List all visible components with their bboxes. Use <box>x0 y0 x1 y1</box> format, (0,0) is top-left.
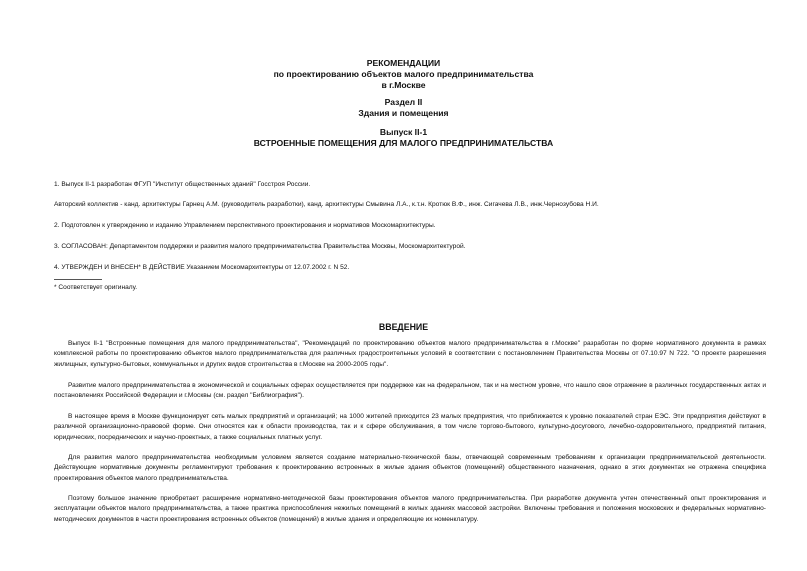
section-title-block <box>0 97 807 119</box>
section-label: Раздел II <box>384 97 423 107</box>
footnote-divider <box>54 279 102 280</box>
introduction-paragraph: Поэтому большое значение приобретает расширение нормативно-методической базы проектирования объектов малого предпринимательства. При разработке документа учтен отечественный опыт проектирования и эксплуатации объектов малого предпринимательства, а также практика приспособления нежилых помещений в жилых зданиях массовой застройки. Включены требования и положения московских и федеральных нормативно-методических документов в части проектирования встроенных объектов (помещений) в жилые здания и определяющие их номенклатуру. <box>54 495 766 523</box>
introduction-paragraph: Развитие малого предпринимательства в экономической и социальных сферах осуществляется при поддержке как на федеральном, так и на местном уровне, что нашло свое отражение в различных государственных актах и постановлениях Российской Федерации и г.Москвы (см. раздел "Библиография"). <box>54 382 766 400</box>
note-agreed: 3. СОГЛАСОВАН: Департаментом поддержки и развития малого предпринимательства Правительства Москвы, Москомархитектурой. <box>54 243 466 250</box>
note-prepared: 2. Подготовлен к утверждению и изданию Управлением перспективного проектирования и нормативов Москомархитектуры. <box>54 222 436 229</box>
document-title: РЕКОМЕНДАЦИИ <box>366 58 441 68</box>
note-approved: 4. УТВЕРЖДЕН И ВНЕСЕН* В ДЕЙСТВИЕ Указанием Москомархитектуры от 12.07.2002 г. N 52. <box>54 264 350 271</box>
introduction-heading: ВВЕДЕНИЕ <box>378 322 429 332</box>
document-subtitle-city: в г.Москве <box>381 80 426 90</box>
issue-title-block <box>0 127 807 149</box>
section-name: Здания и помещения <box>358 108 449 118</box>
document-subtitle: по проектированию объектов малого предпринимательства <box>273 69 534 79</box>
issue-label: Выпуск II-1 <box>379 127 428 137</box>
footnote: * Соответствует оригиналу. <box>54 284 138 291</box>
introduction-paragraph: Выпуск II-1 "Встроенные помещения для малого предпринимательства", "Рекомендаций по проектированию объектов малого предпринимательства в г.Москве" разработан по форме нормативного документа в рамках комплексной работы по проектированию объектов малого предпринимательства для различных градостроительных условий в соответствии с постановлением Правительства Москвы от 07.10.97 N 722. "О проекте разрешения жилищных, культурно-бытовых, коммунальных и других видов строительства в г.Москве на 2000-2005 годы". <box>54 340 766 368</box>
issue-name: ВСТРОЕННЫЕ ПОМЕЩЕНИЯ ДЛЯ МАЛОГО ПРЕДПРИНИМАТЕЛЬСТВА <box>253 138 554 148</box>
introduction-paragraph: В настоящее время в Москве функционирует сеть малых предприятий и организаций; на 1000 жителей приходится 23 малых предприятия, что приближается к уровню показателей стран ЕЭС. Эти предприятия действуют в различной организационно-правовой форме. Они относятся как к области производства, так и к сфере обслуживания, в том числе торгово-бытового, культурно-досугового, лечебно-оздоровительного, предприятий питания, юридических, посреднических и научно-проектных, а также социальных платных услуг. <box>54 413 766 441</box>
introduction-paragraph: Для развития малого предпринимательства необходимым условием является создание материально-технической базы, отвечающей современным требованиям к организации предпринимательской деятельности. Действующие нормативные документы регламентируют требования к проектированию встроенных в жилые здания объектов (помещений) общественного назначения, однако в этих документах не отражена специфика проектирования объектов малого предпринимательства. <box>54 454 766 482</box>
note-authors: Авторский коллектив - канд. архитектуры Гарнец А.М. (руководитель разработки), канд. архитектуры Смывина Л.А., к.т.н. Кротюк В.Ф., инж. Сигачева Л.В., инж.Чернозубова Н.И. <box>54 201 599 208</box>
note-developer: 1. Выпуск II-1 разработан ФГУП "Институт общественных зданий" Госстроя России. <box>54 181 311 188</box>
document-title-block <box>0 58 807 91</box>
